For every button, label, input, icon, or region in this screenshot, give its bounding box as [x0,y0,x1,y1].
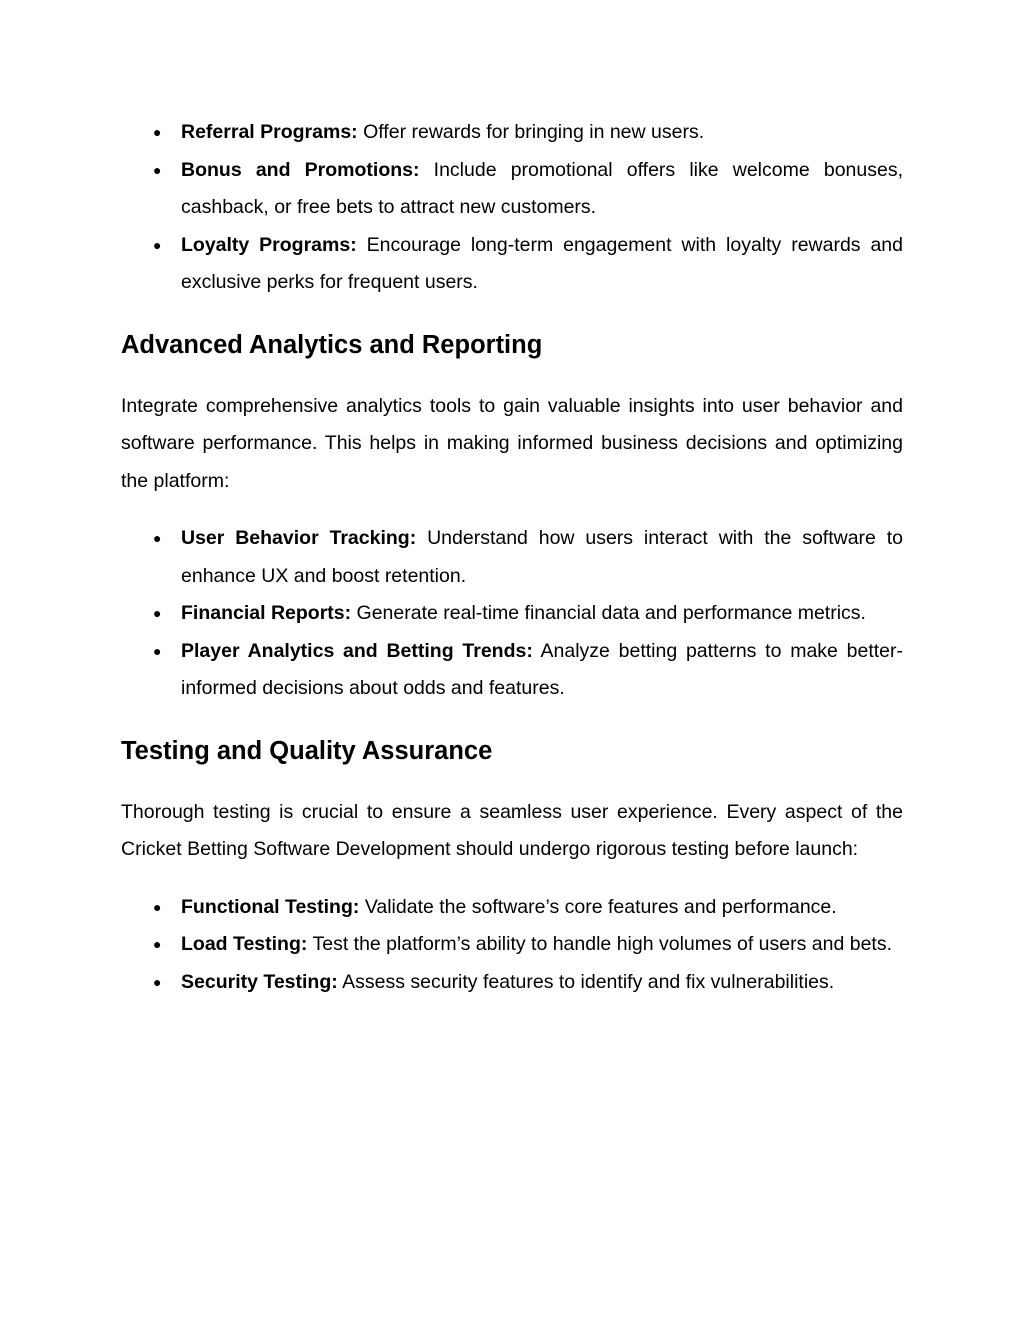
section-heading-testing: Testing and Quality Assurance [121,736,493,765]
list-item-desc: Assess security features to identify and fix vulnerabilities. [342,970,835,993]
list-item-desc: Analyze betting patterns to make better-informed decisions about odds and features. [181,639,903,699]
list-item-desc: Validate the software’s core features and performance. [364,895,837,918]
list-item-desc: Include promotional offers like welcome bonuses, cashback, or free bets to attract new customers. [181,158,903,218]
bullet-icon: ● [153,605,162,621]
document-page [121,114,903,1001]
bullet-icon: ● [153,973,162,990]
list-item [121,633,903,708]
list-item [121,152,903,227]
bullet-icon: ● [153,530,162,546]
list-item-desc: Understand how users interact with the software to enhance UX and boost retention. [181,527,904,587]
bullet-icon: ● [153,161,162,178]
list-item-term: Security Testing: [181,970,338,993]
list-item [121,114,903,152]
section-paragraph-analytics: Integrate comprehensive analytics tools to gain valuable insights into user behavior and software performance. This helps in making informed business decisions and optimizing the platform: [121,394,903,492]
list-item-term: User Behavior Tracking: [181,527,417,549]
list-item-desc: Test the platform’s ability to handle high volumes of users and bets. [312,933,893,955]
rewards-list [121,114,903,302]
list-item [121,520,903,595]
section-heading-analytics: Advanced Analytics and Reporting [121,330,543,359]
list-item-term: Functional Testing: [181,895,360,918]
list-item-term: Referral Programs: [181,121,358,143]
bullet-icon: ● [153,124,162,140]
list-item [121,595,903,633]
list-item-desc: Encourage long-term engagement with loyalty rewards and exclusive perks for frequent users. [181,233,904,293]
testing-list [121,889,903,1002]
list-item-term: Load Testing: [181,933,308,955]
bullet-icon: ● [153,898,162,915]
list-item-desc: Offer rewards for bringing in new users. [363,121,705,143]
bullet-icon: ● [153,642,162,659]
list-item-term: Player Analytics and Betting Trends: [181,639,533,662]
list-item-desc: Generate real-time financial data and performance metrics. [356,602,866,624]
list-item-term: Loyalty Programs: [181,233,357,256]
list-item [121,964,903,1002]
section-paragraph-testing: Thorough testing is crucial to ensure a seamless user experience. Every aspect of the Cricket Betting Software Development should undergo rigorous testing before launch: [121,800,903,860]
analytics-list [121,520,903,708]
list-item-term: Bonus and Promotions: [181,158,420,181]
list-item [121,926,903,964]
bullet-icon: ● [153,236,162,253]
list-item-term: Financial Reports: [181,602,352,624]
list-item [121,227,903,302]
list-item [121,889,903,927]
bullet-icon: ● [153,936,162,952]
